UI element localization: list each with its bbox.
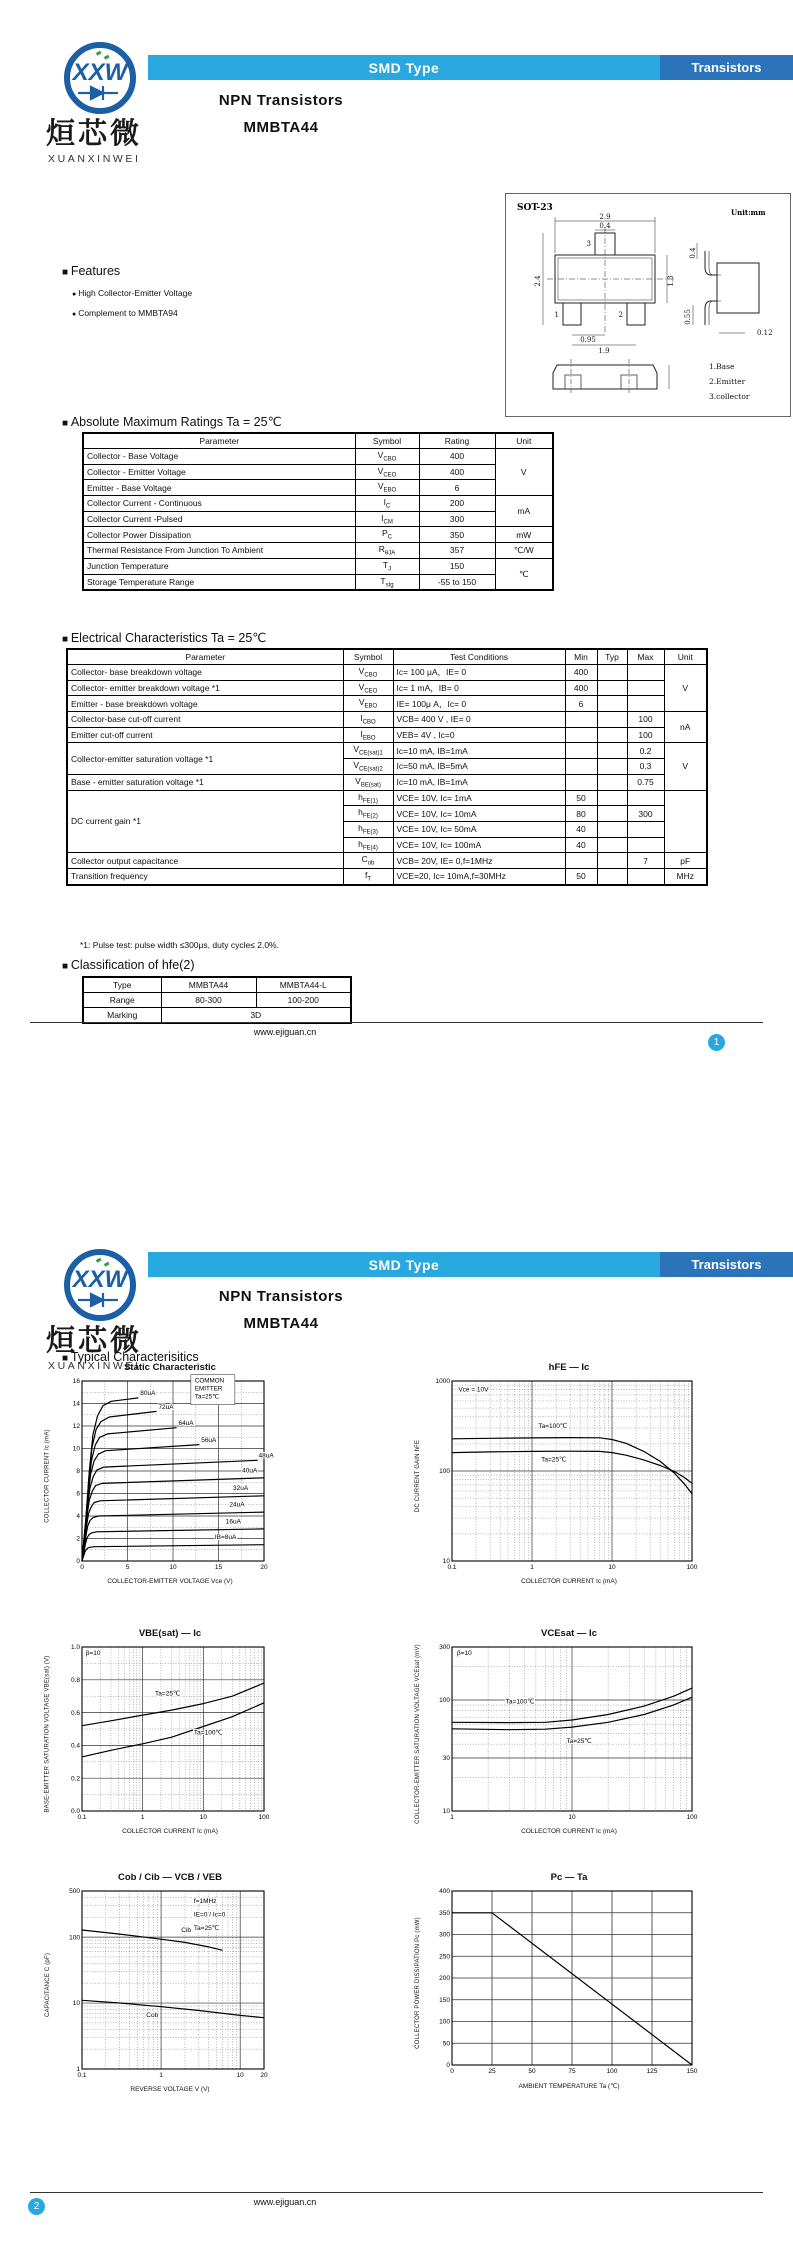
table-row: $h_{FE(4)}$ VCE= 10V, Ic= 100mA 40 (67, 837, 707, 853)
header-bar (148, 55, 793, 80)
footer-rule (30, 2192, 763, 2193)
svg-text:300: 300 (439, 1644, 450, 1652)
svg-text:300: 300 (439, 1931, 450, 1939)
package-unit: Unit:mm (731, 208, 766, 217)
table-row: Range 80-300 100-200 (83, 993, 351, 1008)
table-row: Type MMBTA44 MMBTA44-L (83, 977, 351, 993)
feature-item: ● Complement to MMBTA94 (72, 308, 178, 318)
table-header-row: Parameter Symbol Test Conditions Min Typ Max Unit (67, 649, 707, 665)
header-bar (148, 1252, 793, 1277)
classification-heading: ■ Classification of hfe(2) (62, 958, 195, 972)
svg-text:14: 14 (72, 1400, 80, 1408)
logo-cn-name: 烜芯微 (46, 1323, 143, 1357)
svg-text:400: 400 (439, 1888, 450, 1896)
svg-text:32uA: 32uA (233, 1485, 249, 1493)
svg-text:15: 15 (214, 1564, 223, 1571)
svg-text:100: 100 (258, 1814, 270, 1821)
table-row: Collector - Emitter Voltage $V_{CEO}$ 400 (83, 464, 553, 480)
svg-text:Ta=25℃: Ta=25℃ (155, 1690, 181, 1698)
svg-text:COMMON: COMMON (194, 1377, 225, 1385)
svg-text:10: 10 (568, 1814, 576, 1821)
svg-text:12: 12 (72, 1423, 80, 1431)
table-row: Emitter - base breakdown voltage $V_{EBO}$ IE= 100μ A，Ic= 0 6 (67, 696, 707, 712)
table-row: $V_{CE(sat)2}$ Ic=50 mA, IB=5mA 0.3 (67, 759, 707, 775)
y-axis-label: CAPACITANCE C (pF) (45, 1952, 51, 2018)
logo-xxw-text: XXW (72, 59, 128, 86)
svg-text:IE=0 / Ic=0: IE=0 / Ic=0 (193, 1911, 226, 1919)
svg-text:0.6: 0.6 (70, 1709, 80, 1717)
svg-text:Ta=100℃: Ta=100℃ (538, 1423, 568, 1431)
svg-text:0.1: 0.1 (77, 2072, 87, 2079)
page-title-line1: NPN Transistors (218, 92, 344, 109)
svg-text:Ta=25℃: Ta=25℃ (194, 1393, 220, 1401)
x-axis-label: COLLECTOR CURRENT Ic (mA) (521, 1578, 617, 1585)
dim-lead-top: 0.4 (689, 247, 697, 259)
chart-title: Pc — Ta (550, 1872, 588, 1883)
svg-text:6: 6 (76, 1490, 80, 1498)
svg-text:100: 100 (69, 1934, 80, 1942)
svg-text:Ta=25℃: Ta=25℃ (193, 1925, 220, 1933)
footer-url[interactable]: www.ejiguan.cn (253, 1027, 317, 1037)
svg-text:100: 100 (439, 2018, 450, 2026)
table-row: DC current gain *1 $h_{FE(1)}$ VCE= 10V, Ic= 1mA 50 (67, 790, 707, 806)
svg-text:Cib: Cib (181, 1926, 192, 1934)
svg-text:72uA: 72uA (158, 1404, 174, 1412)
svg-text:Ta=100℃: Ta=100℃ (193, 1729, 223, 1737)
svg-text:16uA: 16uA (225, 1518, 241, 1526)
table-row: Collector- emitter breakdown voltage *1 $V_{CEO}$ Ic= 1 mA，IB= 0 400 (67, 680, 707, 696)
pad3-number: 3 (586, 240, 591, 248)
svg-text:10: 10 (442, 1558, 450, 1566)
dim-span: 1.9 (598, 347, 610, 355)
static-characteristic-plot (56, 1375, 274, 1577)
svg-text:50: 50 (528, 2068, 536, 2075)
x-axis-label: COLLECTOR-EMITTER VOLTAGE Vce (V) (107, 1578, 233, 1585)
svg-text:40uA: 40uA (242, 1467, 258, 1475)
header-transistors: Transistors (660, 55, 793, 80)
svg-text:Cob: Cob (146, 2012, 159, 2020)
svg-text:10: 10 (608, 1564, 616, 1571)
svg-text:IB=8uA: IB=8uA (214, 1534, 237, 1542)
svg-text:125: 125 (646, 2068, 658, 2075)
capacitance-plot (56, 1885, 270, 2085)
svg-text:150: 150 (439, 1996, 450, 2004)
logo-cn-name: 烜芯微 (46, 116, 143, 150)
svg-text:25: 25 (488, 2068, 496, 2075)
package-name: SOT-23 (517, 203, 553, 213)
chart-title: VBE(sat) — Ic (138, 1628, 202, 1639)
chart-title: Static Characteristic (124, 1362, 216, 1373)
svg-text:20: 20 (260, 1564, 268, 1571)
page-number-badge: 2 (28, 2198, 45, 2215)
y-axis-label: COLLECTOR-EMITTER SATURATION VOLTAGE VCEsat (mV) (415, 1644, 422, 1824)
logo-en-name: XUANXINWEI (48, 153, 141, 165)
svg-text:100: 100 (606, 2068, 618, 2075)
svg-text:48uA: 48uA (258, 1452, 274, 1460)
svg-text:β=10: β=10 (85, 1650, 101, 1658)
chart-title: Cob / Cib — VCB / VEB (118, 1872, 222, 1883)
classification-table (82, 976, 352, 1024)
header-transistors: Transistors (660, 1252, 793, 1277)
svg-text:500: 500 (69, 1888, 80, 1896)
pad2-number: 2 (618, 311, 623, 319)
svg-text:8: 8 (76, 1468, 80, 1476)
svg-text:10: 10 (199, 1814, 207, 1821)
svg-text:24uA: 24uA (229, 1501, 245, 1509)
svg-text:150: 150 (686, 2068, 698, 2075)
svg-text:200: 200 (439, 1975, 450, 1983)
page-title-line2: MMBTA44 (243, 1315, 319, 1332)
chart-title: VCEsat — Ic (541, 1628, 597, 1639)
svg-text:0: 0 (446, 2062, 450, 2070)
svg-text:0.2: 0.2 (70, 1775, 80, 1783)
chart-hfe-vs-ic (410, 1362, 710, 1585)
table-row: Collector- base breakdown voltage $V_{CBO}$ Ic= 100 μA，IE= 0 400 V (67, 665, 707, 681)
dim-total-height: 2.4 (534, 275, 542, 287)
svg-text:EMITTER: EMITTER (194, 1385, 223, 1393)
svg-text:0: 0 (450, 2068, 454, 2075)
table-row: $h_{FE(2)}$ VCE= 10V, Ic= 10mA 80 300 (67, 806, 707, 822)
svg-text:1: 1 (159, 2072, 163, 2079)
page-number-badge: 1 (708, 1034, 725, 1051)
y-axis-label: COLLECTOR CURRENT Ic (mA) (45, 1429, 52, 1523)
svg-text:100: 100 (686, 1564, 698, 1571)
table-row: Marking 3D (83, 1008, 351, 1024)
svg-text:10: 10 (169, 1564, 177, 1571)
svg-text:1: 1 (140, 1814, 145, 1821)
svg-text:0: 0 (76, 1558, 80, 1566)
chart-power-vs-temperature (410, 1872, 710, 2090)
chart-vbesat-vs-ic (40, 1628, 282, 1835)
logo-en-name: XUANXINWEI (48, 1360, 141, 1372)
dim-pitch: 0.95 (580, 336, 596, 344)
dim-body-width: 2.9 (599, 213, 611, 221)
table-row: Thermal Resistance From Junction To Ambient $R_{\theta JA}$ 357 ℃/W (83, 543, 553, 559)
table-row: Emitter - Base Voltage $V_{EBO}$ 6 (83, 480, 553, 496)
svg-text:80uA: 80uA (140, 1390, 156, 1398)
chart-static-characteristic (40, 1362, 282, 1585)
y-axis-label: COLLECTOR POWER DISSIPATION Pc (mW) (415, 1917, 421, 2049)
pin-label-base: 1.Base (709, 362, 735, 371)
table-row: Emitter cut-off current $I_{EBO}$ VEB= 4V , Ic=0 100 (67, 727, 707, 743)
svg-text:16: 16 (72, 1378, 80, 1386)
svg-text:0: 0 (80, 1564, 84, 1571)
x-axis-label: AMBIENT TEMPERATURE Ta (℃) (518, 2083, 620, 2090)
table-row: Collector-emitter saturation voltage *1 $V_{CE(sat)1}$ Ic=10 mA, IB=1mA 0.2 V (67, 743, 707, 759)
svg-text:50: 50 (442, 2040, 450, 2048)
svg-text:1.0: 1.0 (70, 1644, 80, 1652)
svg-text:350: 350 (439, 1909, 450, 1917)
dim-body-height: 1.3 (667, 275, 675, 287)
svg-text:10: 10 (72, 2000, 80, 2008)
table-row: Transition frequency $f_T$ VCE=20, Ic= 10mA,f=30MHz 50 MHz (67, 868, 707, 884)
table-row: Collector Current - Continuous $I_C$ 200 mA (83, 496, 553, 512)
svg-text:5: 5 (125, 1564, 130, 1571)
pad1-number: 1 (554, 311, 559, 319)
table-header-row: Parameter Symbol Rating Unit (83, 433, 553, 449)
svg-text:100: 100 (439, 1697, 450, 1705)
svg-text:20: 20 (260, 2072, 268, 2079)
pulse-test-note: *1: Pulse test: pulse width ≤300μs, duty cycle≤ 2.0%. (80, 940, 279, 950)
svg-text:250: 250 (439, 1953, 450, 1961)
feature-item: ● High Collector-Emitter Voltage (72, 288, 192, 298)
table-row: $h_{FE(3)}$ VCE= 10V, Ic= 50mA 40 (67, 821, 707, 837)
abs-max-table (82, 432, 554, 591)
vcesat-plot (426, 1641, 698, 1827)
svg-text:0.8: 0.8 (70, 1677, 80, 1684)
hfe-plot (426, 1375, 698, 1577)
svg-text:Vce = 10V: Vce = 10V (458, 1386, 489, 1394)
pin-label-emitter: 2.Emitter (709, 377, 746, 386)
svg-text:1000: 1000 (435, 1378, 450, 1386)
svg-text:30: 30 (442, 1755, 450, 1763)
table-row: Junction Temperature $T_J$ 150 ℃ (83, 558, 553, 574)
table-row: Collector-base cut-off current $I_{CBO}$ VCB= 400 V , IE= 0 100 nA (67, 712, 707, 728)
table-row: Collector output capacitance $C_{ob}$ VCB= 20V, IE= 0,f=1MHz 7 pF (67, 853, 707, 869)
svg-text:100: 100 (686, 1814, 698, 1821)
table-row: Collector Current -Pulsed $I_{CM}$ 300 (83, 511, 553, 527)
svg-text:0.1: 0.1 (447, 1564, 457, 1571)
features-heading: ■ Features (62, 264, 120, 278)
chart-vcesat-vs-ic (410, 1628, 710, 1835)
svg-text:1: 1 (450, 1814, 454, 1821)
chart-title: hFE — Ic (548, 1362, 590, 1373)
svg-text:1: 1 (530, 1564, 534, 1571)
svg-text:Ta=100℃: Ta=100℃ (505, 1698, 535, 1706)
typical-characteristics-heading: ■ Typical Characterisitics (62, 1350, 199, 1364)
svg-text:0.1: 0.1 (77, 1814, 87, 1821)
logo-xxw-text: XXW (72, 1266, 128, 1293)
dim-standoff: 0.55 (684, 309, 692, 325)
svg-text:1: 1 (76, 2066, 80, 2074)
dim-lead-thickness: 0.12 (757, 329, 773, 337)
svg-text:64uA: 64uA (178, 1419, 194, 1427)
header-smd-type: SMD Type (148, 55, 660, 80)
svg-text:10: 10 (442, 1808, 450, 1816)
footer-url[interactable]: www.ejiguan.cn (253, 2197, 317, 2207)
page-title-line2: MMBTA44 (243, 119, 319, 136)
svg-text:10: 10 (72, 1445, 80, 1453)
svg-text:4: 4 (76, 1513, 80, 1521)
svg-text:Ta=25℃: Ta=25℃ (566, 1737, 592, 1745)
chart-capacitance-vs-voltage (40, 1872, 282, 2093)
y-axis-label: DC CURRENT GAIN hFE (415, 1439, 421, 1513)
power-dissipation-plot (426, 1885, 698, 2081)
footer-rule (30, 1022, 763, 1023)
svg-text:f=1MHz: f=1MHz (193, 1897, 217, 1905)
svg-text:2: 2 (76, 1535, 80, 1543)
svg-text:75: 75 (568, 2068, 576, 2075)
abs-max-heading: ■ Absolute Maximum Ratings Ta = 25℃ (62, 414, 282, 429)
svg-text:100: 100 (439, 1468, 450, 1476)
svg-text:Ta=25℃: Ta=25℃ (541, 1456, 567, 1464)
svg-text:56uA: 56uA (201, 1436, 217, 1444)
x-axis-label: COLLECTOR CURRENT Ic (mA) (521, 1828, 617, 1835)
svg-text:0.4: 0.4 (70, 1742, 80, 1750)
elec-char-heading: ■ Electrical Characteristics Ta = 25℃ (62, 630, 266, 645)
table-row: Collector - Base Voltage $V_{CBO}$ 400 V (83, 449, 553, 465)
elec-char-table (66, 648, 708, 886)
package-outline-drawing (505, 193, 791, 417)
svg-text:10: 10 (236, 2072, 244, 2079)
y-axis-label: BASE-EMITTER SATURATION VOLTAGE VBE(sat) (V) (45, 1655, 52, 1813)
svg-text:β=10: β=10 (456, 1649, 472, 1657)
dim-lead-width: 0.4 (599, 222, 611, 230)
table-row: Collector Power Dissipation $P_C$ 350 mW (83, 527, 553, 543)
header-smd-type: SMD Type (148, 1252, 660, 1277)
pin-label-collector: 3.collector (709, 392, 750, 401)
svg-text:0.0: 0.0 (70, 1808, 80, 1816)
x-axis-label: COLLECTOR CURRENT Ic (mA) (122, 1828, 218, 1835)
page-title-line1: NPN Transistors (218, 1288, 344, 1305)
vbesat-plot (56, 1641, 270, 1827)
table-row: Base - emitter saturation voltage *1 $V_{BE(sat)}$ Ic=10 mA, IB=1mA 0.75 (67, 774, 707, 790)
table-row: Storage Temperature Range $T_{stg}$ -55 to 150 (83, 574, 553, 590)
x-axis-label: REVERSE VOLTAGE V (V) (130, 2086, 210, 2093)
